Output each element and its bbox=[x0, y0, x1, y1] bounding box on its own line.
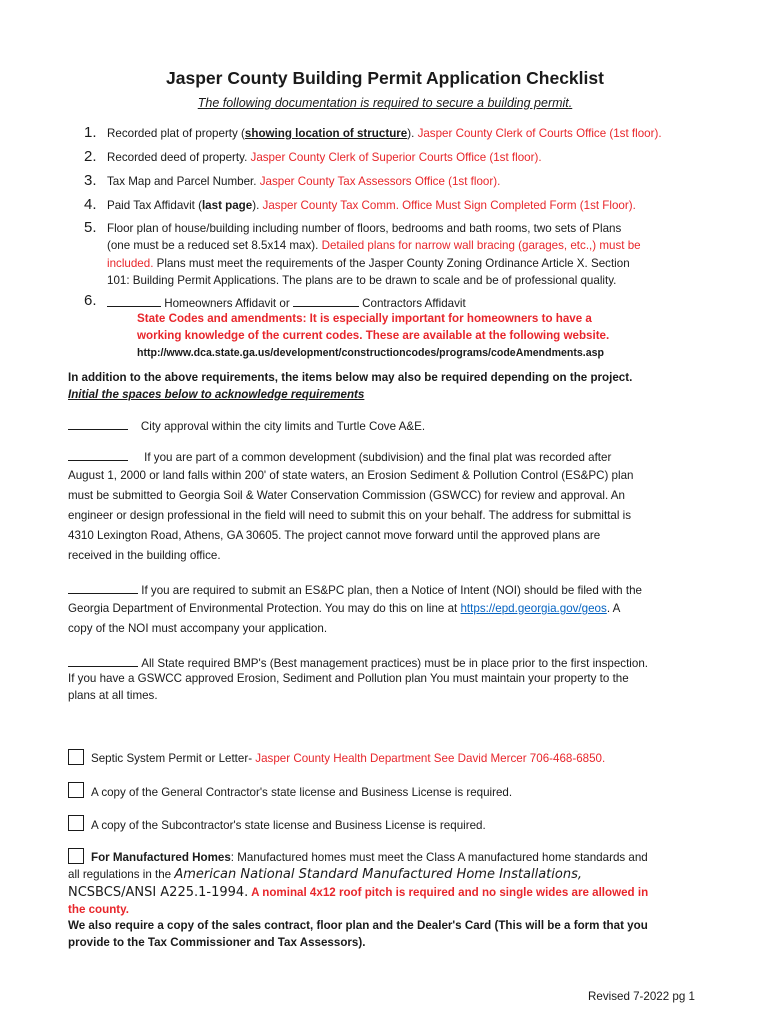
item-number: 1. bbox=[84, 124, 97, 141]
revision-footer: Revised 7-2022 pg 1 bbox=[588, 990, 695, 1003]
subcontractor-license-label: A copy of the Subcontractor's state license and Business License is required. bbox=[91, 819, 486, 832]
noi-initial-blank[interactable] bbox=[68, 582, 138, 594]
state-codes-line-1: State Codes and amendments: It is especially important for homeowners to have a bbox=[137, 312, 592, 325]
checklist-item-5-line-3: included. Plans must meet the requirements of the Jasper County Zoning Ordinance Article X. Section bbox=[107, 257, 630, 270]
item-number: 2. bbox=[84, 148, 97, 165]
manufactured-homes-line-6: provide to the Tax Commissioner and Tax Assessors). bbox=[68, 936, 366, 949]
codes-website-url: http://www.dca.state.ga.us/development/constructioncodes/programs/codeAmendments.asp bbox=[137, 347, 604, 359]
item-number: 4. bbox=[84, 196, 97, 213]
contractors-affidavit-blank[interactable] bbox=[293, 295, 359, 307]
city-approval-initial-blank[interactable] bbox=[68, 418, 128, 430]
page-subtitle: The following documentation is required to secure a building permit. bbox=[197, 96, 573, 110]
checklist-item-4: Paid Tax Affidavit (last page). Jasper County Tax Comm. Office Must Sign Completed Form (1st Floor). bbox=[107, 199, 636, 212]
noi-line-3: copy of the NOI must accompany your application. bbox=[68, 622, 328, 635]
item-number: 6. bbox=[84, 292, 97, 309]
epd-geos-link[interactable]: https://epd.georgia.gov/geos bbox=[460, 602, 607, 615]
noi-line-1: If you are required to submit an ES&PC plan, then a Notice of Intent (NOI) should be filed with the bbox=[68, 582, 642, 597]
state-codes-line-2: working knowledge of the current codes. These are available at the following website. bbox=[137, 329, 610, 342]
common-development-line-5: 4310 Lexington Road, Athens, GA 30605. The project cannot move forward until the approved plans are bbox=[68, 529, 601, 542]
common-development-line-6: received in the building office. bbox=[68, 549, 221, 562]
common-development-line-4: engineer or design professional in the field will need to submit this on your behalf. The address for submittal is bbox=[68, 509, 632, 522]
common-development-line-1: If you are part of a common development (subdivision) and the final plat was recorded after bbox=[68, 449, 611, 464]
bmp-line-2: If you have a GSWCC approved Erosion, Sediment and Pollution plan You must maintain your property to the bbox=[68, 672, 629, 685]
bmp-line-1: All State required BMP's (Best management practices) must be in place prior to the first inspection. bbox=[68, 655, 648, 670]
additional-requirements-heading: In addition to the above requirements, the items below may also be required depending on the project. bbox=[68, 371, 633, 384]
general-contractor-license-checkbox[interactable] bbox=[68, 782, 84, 798]
common-development-line-2: August 1, 2000 or land falls within 200' of state waters, an Erosion Sediment & Pollution Control (ES&PC) plan bbox=[68, 469, 634, 482]
noi-line-2: Georgia Department of Environmental Protection. You may do this on line at https://epd.georgia.gov/geos. A bbox=[68, 602, 621, 615]
checklist-item-5-line-1: Floor plan of house/building including number of floors, bedrooms and bath rooms, two sets of Plans bbox=[107, 222, 622, 235]
checklist-item-2: Recorded deed of property. Jasper County Clerk of Superior Courts Office (1st floor). bbox=[107, 151, 542, 164]
manufactured-homes-line-4: the county. bbox=[68, 903, 129, 916]
subcontractor-license-checkbox[interactable] bbox=[68, 815, 84, 831]
general-contractor-license-label: A copy of the General Contractor's state license and Business License is required. bbox=[91, 786, 513, 799]
homeowners-affidavit-blank[interactable] bbox=[107, 295, 161, 307]
manufactured-homes-line-2: all regulations in the American National Standard Manufactured Home Installations, bbox=[68, 867, 582, 882]
checklist-item-5-line-2: (one must be a reduced set 8.5x14 max). Detailed plans for narrow wall bracing (garages, etc.,) must be bbox=[107, 239, 641, 252]
manufactured-homes-line-1: For Manufactured Homes: Manufactured homes must meet the Class A manufactured home standards and bbox=[91, 851, 648, 864]
common-development-line-3: must be submitted to Georgia Soil & Water Conservation Commission (GSWCC) for review and approval. An bbox=[68, 489, 625, 502]
septic-permit-checkbox[interactable] bbox=[68, 749, 84, 765]
manufactured-homes-checkbox[interactable] bbox=[68, 848, 84, 864]
page-title: Jasper County Building Permit Application Checklist bbox=[166, 68, 604, 88]
common-development-initial-blank[interactable] bbox=[68, 449, 128, 461]
checklist-item-3: Tax Map and Parcel Number. Jasper County Tax Assessors Office (1st floor). bbox=[107, 175, 501, 188]
checklist-item-5-line-4: 101: Building Permit Applications. The plans are to be drawn to scale and be of professional quality. bbox=[107, 274, 617, 287]
item-number: 5. bbox=[84, 219, 97, 236]
initial-instruction: Initial the spaces below to acknowledge requirements bbox=[68, 388, 365, 401]
checklist-item-1: Recorded plat of property (showing location of structure). Jasper County Clerk of Courts Office (1st floor). bbox=[107, 127, 662, 140]
septic-permit-label: Septic System Permit or Letter- Jasper County Health Department See David Mercer 706-468-6850. bbox=[91, 752, 606, 765]
city-approval-item: City approval within the city limits and Turtle Cove A&E. bbox=[68, 418, 425, 433]
manufactured-homes-line-5: We also require a copy of the sales contract, floor plan and the Dealer's Card (This will be a form that you bbox=[68, 919, 648, 932]
item-number: 3. bbox=[84, 172, 97, 189]
bmp-initial-blank[interactable] bbox=[68, 655, 138, 667]
checklist-item-6: Homeowners Affidavit or Contractors Affidavit bbox=[107, 295, 466, 310]
bmp-line-3: plans at all times. bbox=[68, 689, 158, 702]
manufactured-homes-line-3: NCSBCS/ANSI A225.1-1994. A nominal 4x12 roof pitch is required and no single wides are allowed in bbox=[68, 885, 649, 900]
